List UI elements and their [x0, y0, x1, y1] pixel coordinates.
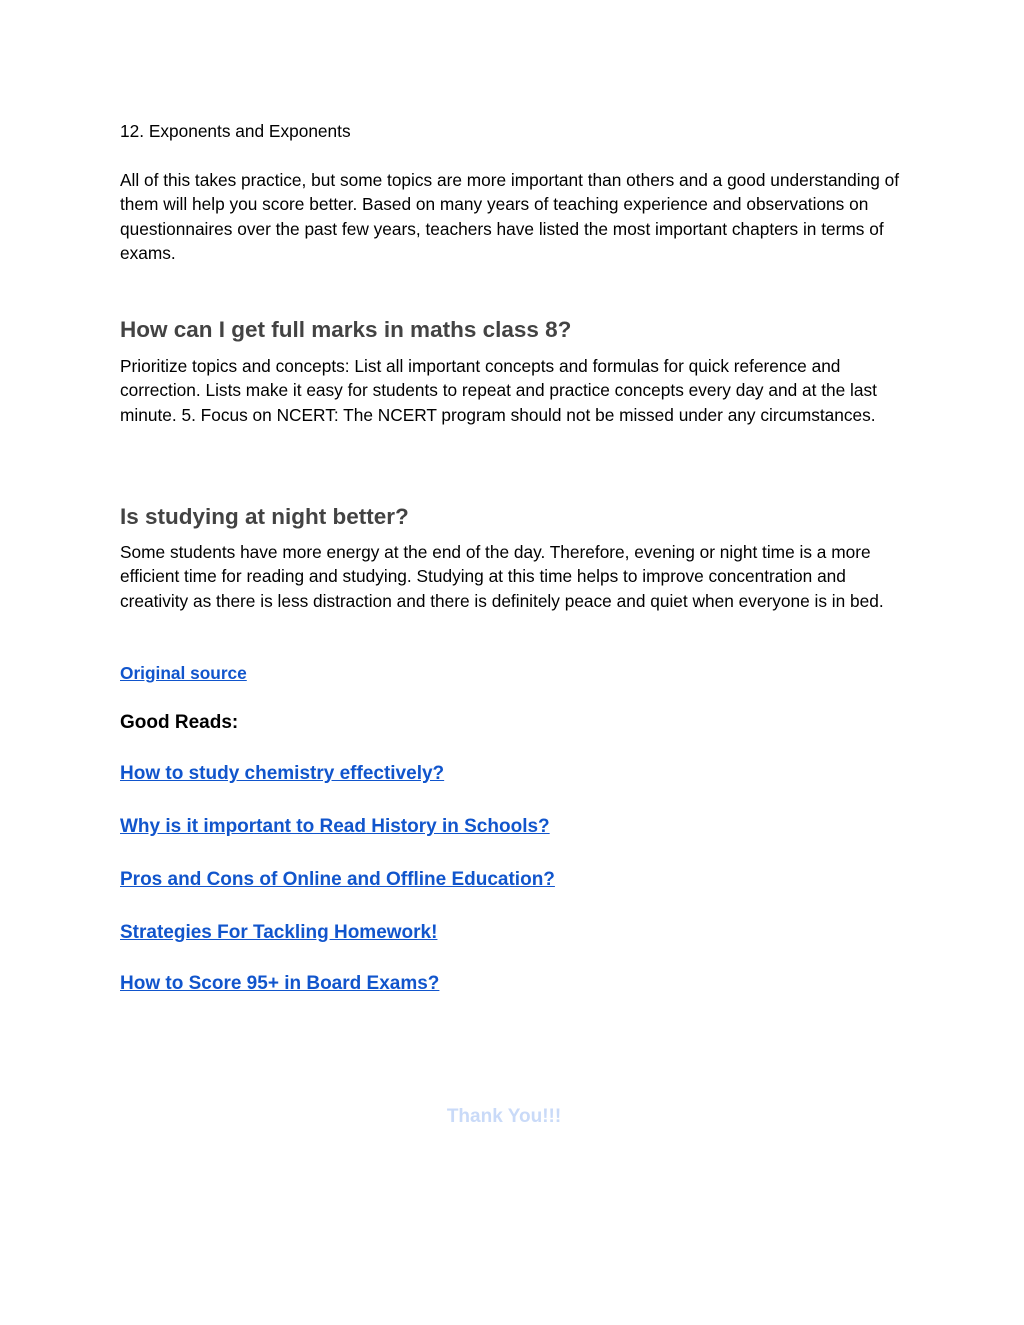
section-body-night-study: Some students have more energy at the end of the day. Therefore, evening or night time is a more efficient time for reading and studying. Studying at this time helps to improve concentration and creativity as there is less distraction and there is definitely peace and quiet when everyone is in bed. [120, 542, 884, 611]
intro-paragraph: All of this takes practice, but some topics are more important than others and a good understanding of them will help you score better. Based on many years of teaching experience and observations on questionnaires over the past few years, teachers have listed the most important chapters in terms of exams. [120, 170, 900, 263]
good-read-link-chemistry[interactable]: How to study chemistry effectively? [120, 763, 445, 784]
good-read-link-history[interactable]: Why is it important to Read History in Schools? [120, 816, 550, 837]
good-reads-label: Good Reads: [120, 712, 239, 733]
thank-you-text: Thank You!!! [446, 1106, 562, 1127]
good-read-link-online-offline[interactable]: Pros and Cons of Online and Offline Education? [120, 869, 555, 890]
section-heading-full-marks: How can I get full marks in maths class 8? [120, 317, 572, 342]
section-body-full-marks: Prioritize topics and concepts: List all important concepts and formulas for quick reference and correction. Lists make it easy for students to repeat and practice concepts every day and at the last minute. 5. Focus on NCERT: The NCERT program should not be missed under any circumstances. [120, 356, 877, 425]
good-read-link-homework[interactable]: Strategies For Tackling Homework! [120, 922, 438, 943]
section-heading-night-study: Is studying at night better? [120, 504, 409, 529]
original-source-link[interactable]: Original source [120, 663, 247, 683]
list-item-exponents: 12. Exponents and Exponents [120, 121, 351, 141]
good-read-link-board-exams[interactable]: How to Score 95+ in Board Exams? [120, 973, 440, 994]
